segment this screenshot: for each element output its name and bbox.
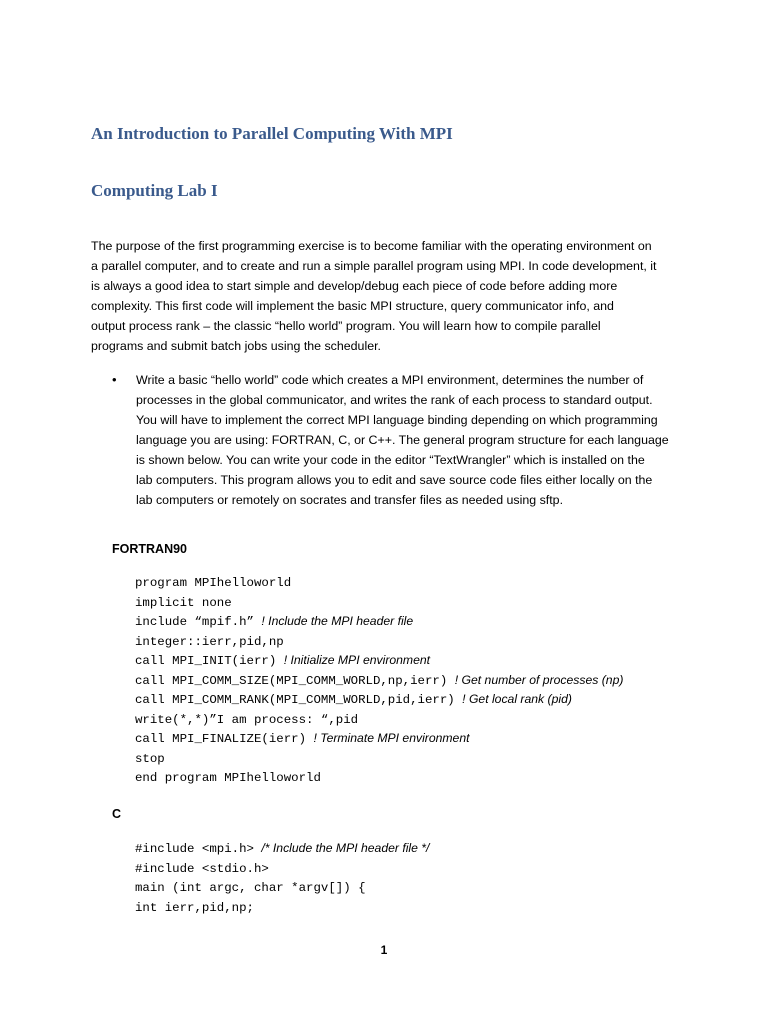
code-text: program MPIhelloworld — [135, 576, 292, 590]
code-line — [135, 670, 623, 690]
code-text: stop — [135, 751, 165, 766]
bullet-line: processes in the global communicator, and writes the rank of each process to standard output. — [136, 393, 653, 407]
c-code-block — [135, 838, 429, 916]
bullet-text — [136, 370, 669, 510]
code-line — [135, 709, 623, 729]
paragraph-line: complexity. This first code will implement the basic MPI structure, query communicator info, and — [91, 299, 614, 313]
code-text: include “mpif.h” — [135, 615, 262, 629]
bullet-line: language you are using: FORTRAN, C, or C++. The general program structure for each language — [136, 433, 669, 447]
paragraph-line: programs and submit batch jobs using the scheduler. — [91, 339, 381, 353]
bullet-line: lab computers. This program allows you to edit and save source code files either locally on the — [136, 473, 653, 487]
code-line — [135, 767, 623, 787]
fortran-code-block — [135, 572, 623, 787]
intro-paragraph — [91, 236, 683, 356]
code-text: int ierr,pid,np; — [135, 900, 254, 915]
code-line — [135, 592, 623, 612]
code-comment: ! Get number of processes (np) — [454, 672, 624, 687]
code-line — [135, 631, 623, 651]
code-text: #include <mpi.h> — [135, 842, 262, 856]
code-line — [135, 728, 623, 748]
code-text: end program MPIhelloworld — [135, 771, 321, 785]
code-line — [135, 858, 429, 878]
bullet-line: is shown below. You can write your code in the editor “TextWrangler” which is installed on the — [136, 453, 645, 467]
paragraph-line: output process rank – the classic “hello world” program. You will learn how to compile parallel — [91, 319, 601, 333]
bullet-line: Write a basic “hello world” code which creates a MPI environment, determines the number of — [136, 373, 644, 387]
paragraph-line: a parallel computer, and to create and run a simple parallel program using MPI. In code development, it — [91, 259, 657, 273]
code-comment: ! Get local rank (pid) — [462, 692, 572, 706]
code-line — [135, 572, 623, 592]
code-text: call MPI_INIT(ierr) — [135, 654, 284, 668]
page-number: 1 — [380, 943, 388, 957]
bullet-line: You will have to implement the correct MPI language binding depending on which programming — [136, 413, 658, 427]
code-text: integer::ierr,pid,np — [135, 634, 284, 649]
document-title: An Introduction to Parallel Computing With MPI — [91, 124, 453, 143]
code-comment: ! Include the MPI header file — [261, 614, 414, 628]
bullet-line: lab computers or remotely on socrates and transfer files as needed using sftp. — [136, 493, 564, 507]
code-text: main (int argc, char *argv[]) { — [135, 881, 366, 895]
code-line — [135, 897, 429, 917]
code-line — [135, 877, 429, 897]
code-line — [135, 838, 429, 858]
paragraph-line: The purpose of the first programming exercise is to become familiar with the operating environment on — [91, 239, 652, 253]
code-text: #include <stdio.h> — [135, 861, 269, 876]
code-line — [135, 689, 623, 709]
code-line — [135, 650, 623, 670]
section-heading: Computing Lab I — [91, 181, 218, 200]
code-comment: ! Terminate MPI environment — [313, 731, 470, 745]
code-text: write(*,*)”I am process: “,pid — [135, 712, 359, 727]
code-text: call MPI_COMM_SIZE(MPI_COMM_WORLD,np,ierr) — [135, 673, 455, 688]
c-label: C — [112, 807, 122, 821]
fortran-label: FORTRAN90 — [112, 542, 188, 556]
code-text: implicit none — [135, 595, 232, 610]
paragraph-line: is always a good idea to start simple and develop/debug each piece of code before adding more — [91, 279, 618, 293]
bullet-icon: • — [112, 372, 117, 387]
code-comment: ! Initialize MPI environment — [283, 653, 431, 667]
code-line — [135, 748, 623, 768]
code-text: call MPI_COMM_RANK(MPI_COMM_WORLD,pid,ierr) — [135, 693, 463, 707]
code-line — [135, 611, 623, 631]
code-comment: /* Include the MPI header file */ — [261, 841, 430, 855]
code-text: call MPI_FINALIZE(ierr) — [135, 732, 314, 746]
